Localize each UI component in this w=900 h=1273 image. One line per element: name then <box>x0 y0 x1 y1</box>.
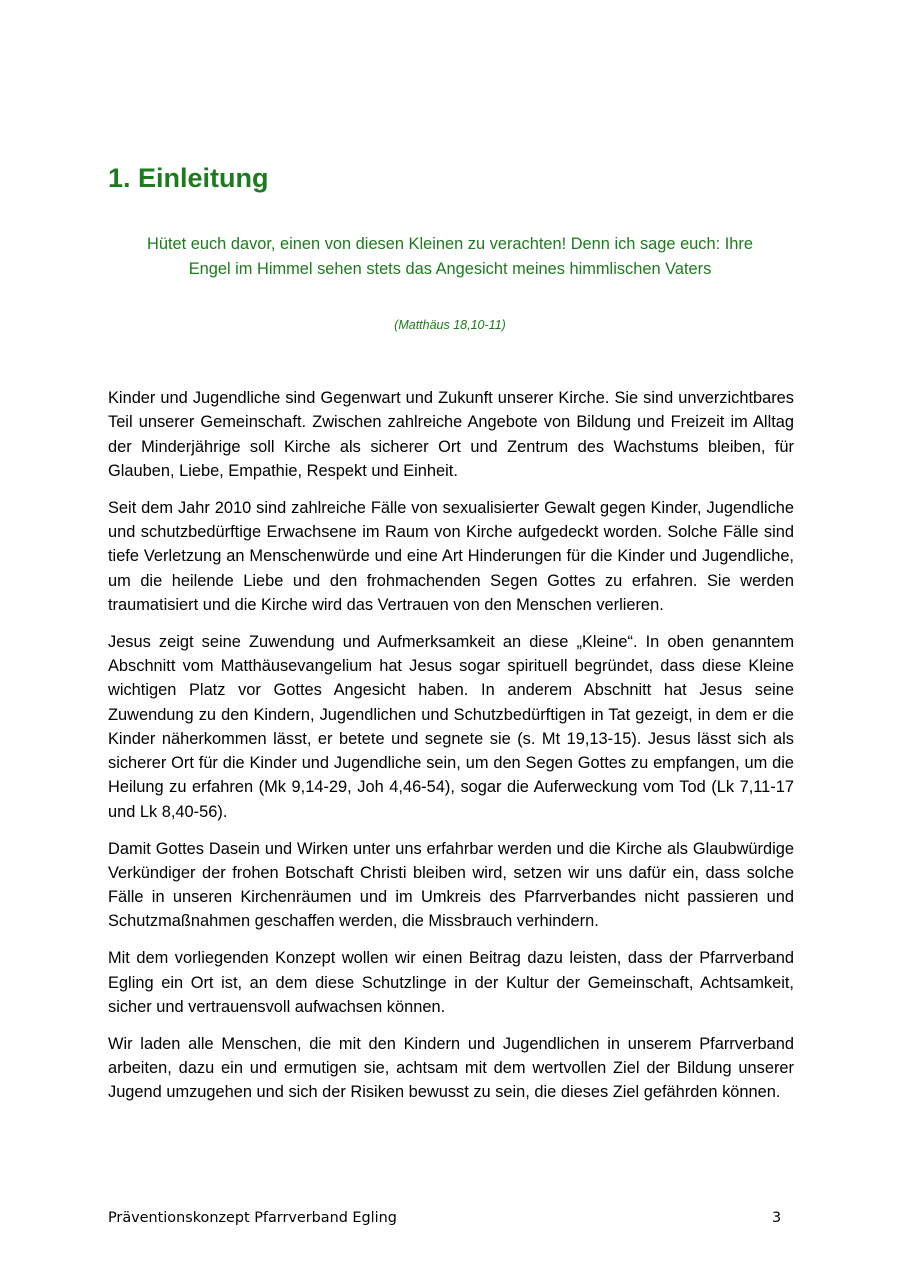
paragraph-3: Jesus zeigt seine Zuwendung und Aufmerksamkeit an diese „Kleine“. In oben genanntem Abschnitt vom Matthäusevangelium hat Jesus sogar spirituell begründet, dass diese Kleine wichtigen Platz vor Gottes Angesicht haben. In anderem Abschnitt hat Jesus seine Zuwendung zu den Kindern, Jugendlichen und Schutzbedürftigen in Tat gezeigt, in dem er die Kinder näherkommen lässt, er betete und segnete sie (s. Mt 19,13-15). Jesus lässt sich als sicherer Ort für die Kinder und Jugendliche sein, um den Segen Gottes zu empfangen, um die Heilung zu erfahren (Mk 9,14-29, Joh 4,46-54), sogar die Auferweckung vom Tod (Lk 7,11-17 und Lk 8,40-56). <box>108 632 794 821</box>
page-number: 3 <box>772 1210 782 1226</box>
paragraph-5: Mit dem vorliegenden Konzept wollen wir einen Beitrag dazu leisten, dass der Pfarrverband Egling ein Ort ist, an dem diese Schutzlinge in der Kultur der Gemeinschaft, Achtsamkeit, sicher und vertrauensvoll aufwachsen können. <box>108 949 794 1016</box>
paragraph-1: Kinder und Jugendliche sind Gegenwart und Zukunft unserer Kirche. Sie sind unverzichtbares Teil unserer Gemeinschaft. Zwischen zahlreiche Angebote von Bildung und Freizeit im Alltag der Minderjährige soll Kirche als sicherer Ort und Zentrum des Wachstums bleiben, für Glauben, Liebe, Empathie, Respekt und Einheit. <box>108 389 794 480</box>
footer-title: Präventionskonzept Pfarrverband Egling <box>108 1210 397 1226</box>
bible-quote: Hütet euch davor, einen von diesen Kleinen zu verachten! Denn ich sage euch: Ihre Engel im Himmel sehen stets das Angesicht meines himmlischen Vaters <box>147 235 753 278</box>
quote-source: (Matthäus 18,10-11) <box>394 318 506 332</box>
paragraph-4: Damit Gottes Dasein und Wirken unter uns erfahrbar werden und die Kirche als Glaubwürdige Verkündiger der frohen Botschaft Christi bleiben wird, setzen wir uns dafür ein, dass solche Fälle in unseren Kirchenräumen und im Umkreis des Pfarrverbandes nicht passieren und Schutzmaßnahmen geschaffen werden, die Missbrauch verhindern. <box>108 839 794 931</box>
paragraph-6: Wir laden alle Menschen, die mit den Kindern und Jugendlichen in unserem Pfarrverband arbeiten, dazu ein und ermutigen sie, achtsam mit dem wertvollen Ziel der Bildung unserer Jugend umzugehen und sich der Risiken bewusst zu sein, die dieses Ziel gefährden können. <box>108 1034 794 1102</box>
body-text <box>108 386 794 1117</box>
section-heading: 1. Einleitung <box>108 163 269 193</box>
paragraph-2: Seit dem Jahr 2010 sind zahlreiche Fälle von sexualisierter Gewalt gegen Kinder, Jugendliche und schutzbedürftige Erwachsene im Raum von Kirche aufgedeckt worden. Solche Fälle sind tiefe Verletzung an Menschenwürde und eine Art Hinderungen für die Kinder und Jugendliche, um die heilende Liebe und den frohmachenden Segen Gottes zu erfahren. Sie werden traumatisiert und die Kirche wird das Vertrauen von den Menschen verlieren. <box>108 498 794 614</box>
